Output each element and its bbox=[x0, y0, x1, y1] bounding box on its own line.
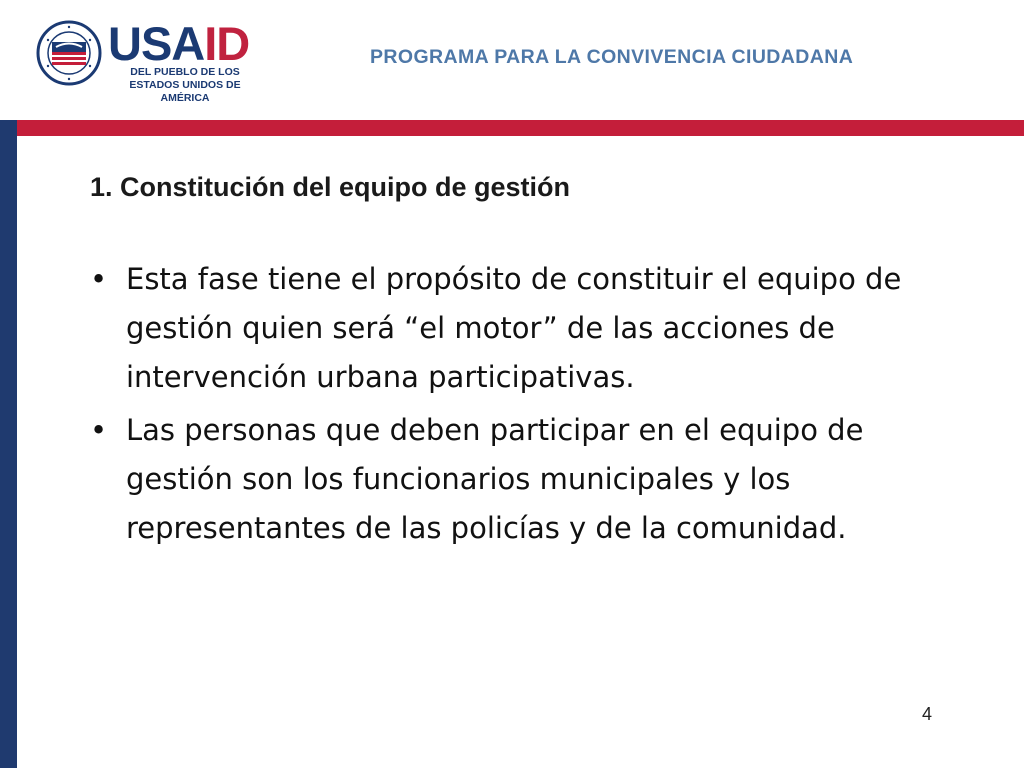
usaid-logo-text: USA bbox=[108, 17, 205, 70]
program-title: PROGRAMA PARA LA CONVIVENCIA CIUDADANA bbox=[370, 46, 854, 68]
bullet-item bbox=[90, 406, 970, 553]
header-divider-bar bbox=[0, 120, 1024, 136]
usaid-logo-accent: ID bbox=[204, 17, 250, 70]
page-number: 4 bbox=[922, 704, 933, 724]
slide-title: 1. Constitución del equipo de gestión bbox=[90, 172, 571, 202]
bullet-item bbox=[90, 255, 970, 402]
bullet-text: Las personas que deben participar en el equipo de gestión son los funcionarios municipales y los representantes de las policías y de la comunidad. bbox=[126, 413, 864, 545]
bullet-text: Esta fase tiene el propósito de constituir el equipo de gestión quien será “el motor” de las acciones de intervención urbana participativas. bbox=[126, 262, 902, 394]
slide-header bbox=[0, 0, 1024, 120]
usaid-logo bbox=[108, 17, 250, 70]
usaid-tagline: DEL PUEBLO DE LOS ESTADOS UNIDOS DE AMÉRICA bbox=[129, 66, 241, 104]
left-accent-bar bbox=[0, 120, 17, 768]
bullet-icon: • bbox=[90, 413, 108, 447]
usaid-seal-icon bbox=[36, 20, 102, 86]
bullet-list bbox=[90, 255, 970, 557]
bullet-icon: • bbox=[90, 262, 108, 296]
